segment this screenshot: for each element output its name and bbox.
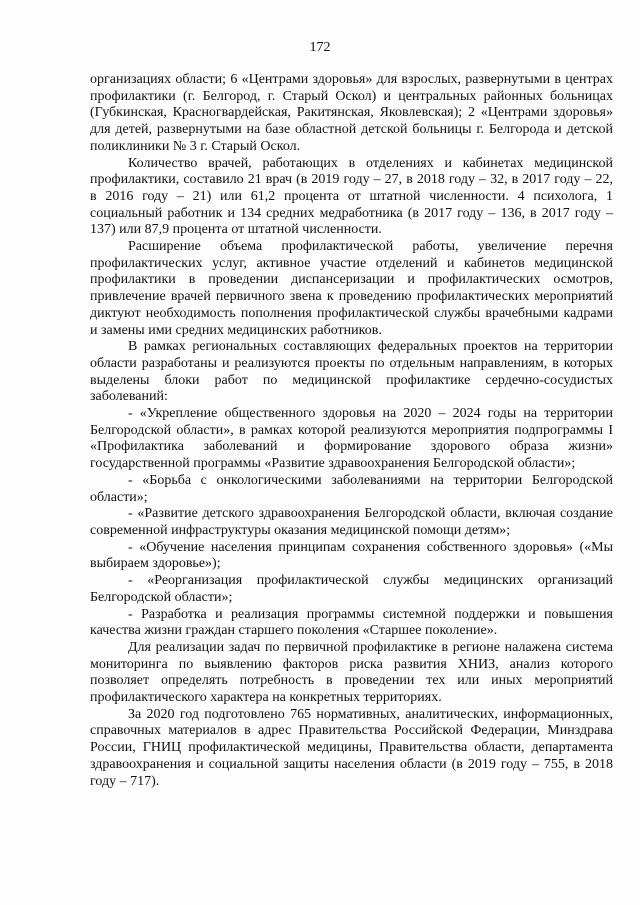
paragraph: Расширение объема профилактической работы, увеличение перечня профилактических услуг, активное участие отделений и кабинетов медицинской профилактики в проведении диспансеризации и профилактических осмотров, привлечение врачей первичного звена к проведению профилактических мероприятий диктуют необходимость пополнения профилактической службы врачебными кадрами и замены ими средних медицинских работников. xyxy=(90,239,613,338)
list-item: - «Развитие детского здравоохранения Белгородской области, включая создание современной инфраструктуры оказания медицинской помощи детям»; xyxy=(90,506,613,538)
list-item: - «Обучение населения принципам сохранения собственного здоровья» («Мы выбираем здоровье»); xyxy=(90,539,613,572)
paragraph: За 2020 год подготовлено 765 нормативных, аналитических, информационных, справочных материалов в адрес Правительства Российской Федерации, Минздрава России, ГНИЦ профилактической медицины, Правительства области, департамента здравоохранения и социальной защиты населения области (в 2019 году – 755, в 2018 году – 717). xyxy=(90,706,613,789)
paragraph: организациях области; 6 «Центрами здоровья» для взрослых, развернутыми в центрах профилактики (г. Белгород, г. Старый Оскол) и центральных районных больницах (Губкинская, Красногвардейская, Ракитянская, Яковлевская); 2 «Центрами здоровья» для детей, развернутыми на базе областной детской больницы г. Белгорода и детской поликлиники № 3 г. Старый Оскол. xyxy=(90,72,613,154)
list-item: - Разработка и реализация программы системной поддержки и повышения качества жизни граждан старшего поколения «Старшее поколение». xyxy=(90,606,613,639)
list-item: - «Реорганизация профилактической службы медицинских организаций Белгородской области»; xyxy=(90,573,613,605)
list-item: - «Борьба с онкологическими заболеваниями на территории Белгородской области»; xyxy=(90,472,613,505)
paragraph: Для реализации задач по первичной профилактике в регионе налажена система мониторинга по выявлению факторов риска развития ХНИЗ, анализ которого позволяет определять потребность в проведении тех или иных мероприятий профилактического характера на конкретных территориях. xyxy=(90,639,613,706)
document-body xyxy=(90,72,613,790)
list-item: - «Укрепление общественного здоровья на 2020 – 2024 годы на территории Белгородской области», в рамках которой реализуются мероприятия подпрограммы I «Профилактика заболеваний и формирование здорового образа жизни» государственной программы «Развитие здравоохранения Белгородской области»; xyxy=(90,406,613,472)
paragraph: В рамках региональных составляющих федеральных проектов на территории области разработаны и реализуются проекты по отдельным направлениям, в которых выделены блоки работ по медицинской профилактике сердечно-сосудистых заболеваний: xyxy=(90,339,613,405)
paragraph: Количество врачей, работающих в отделениях и кабинетах медицинской профилактики, составило 21 врач (в 2019 году – 27, в 2018 году – 32, в 2017 году – 22, в 2016 году – 21) или 61,2 процента от штатной численности. 4 психолога, 1 социальный работник и 134 средних медработника (в 2017 году – 136, в 2017 году – 137) или 87,9 процента от штатной численности. xyxy=(90,155,613,238)
page-number: 172 xyxy=(309,40,331,55)
